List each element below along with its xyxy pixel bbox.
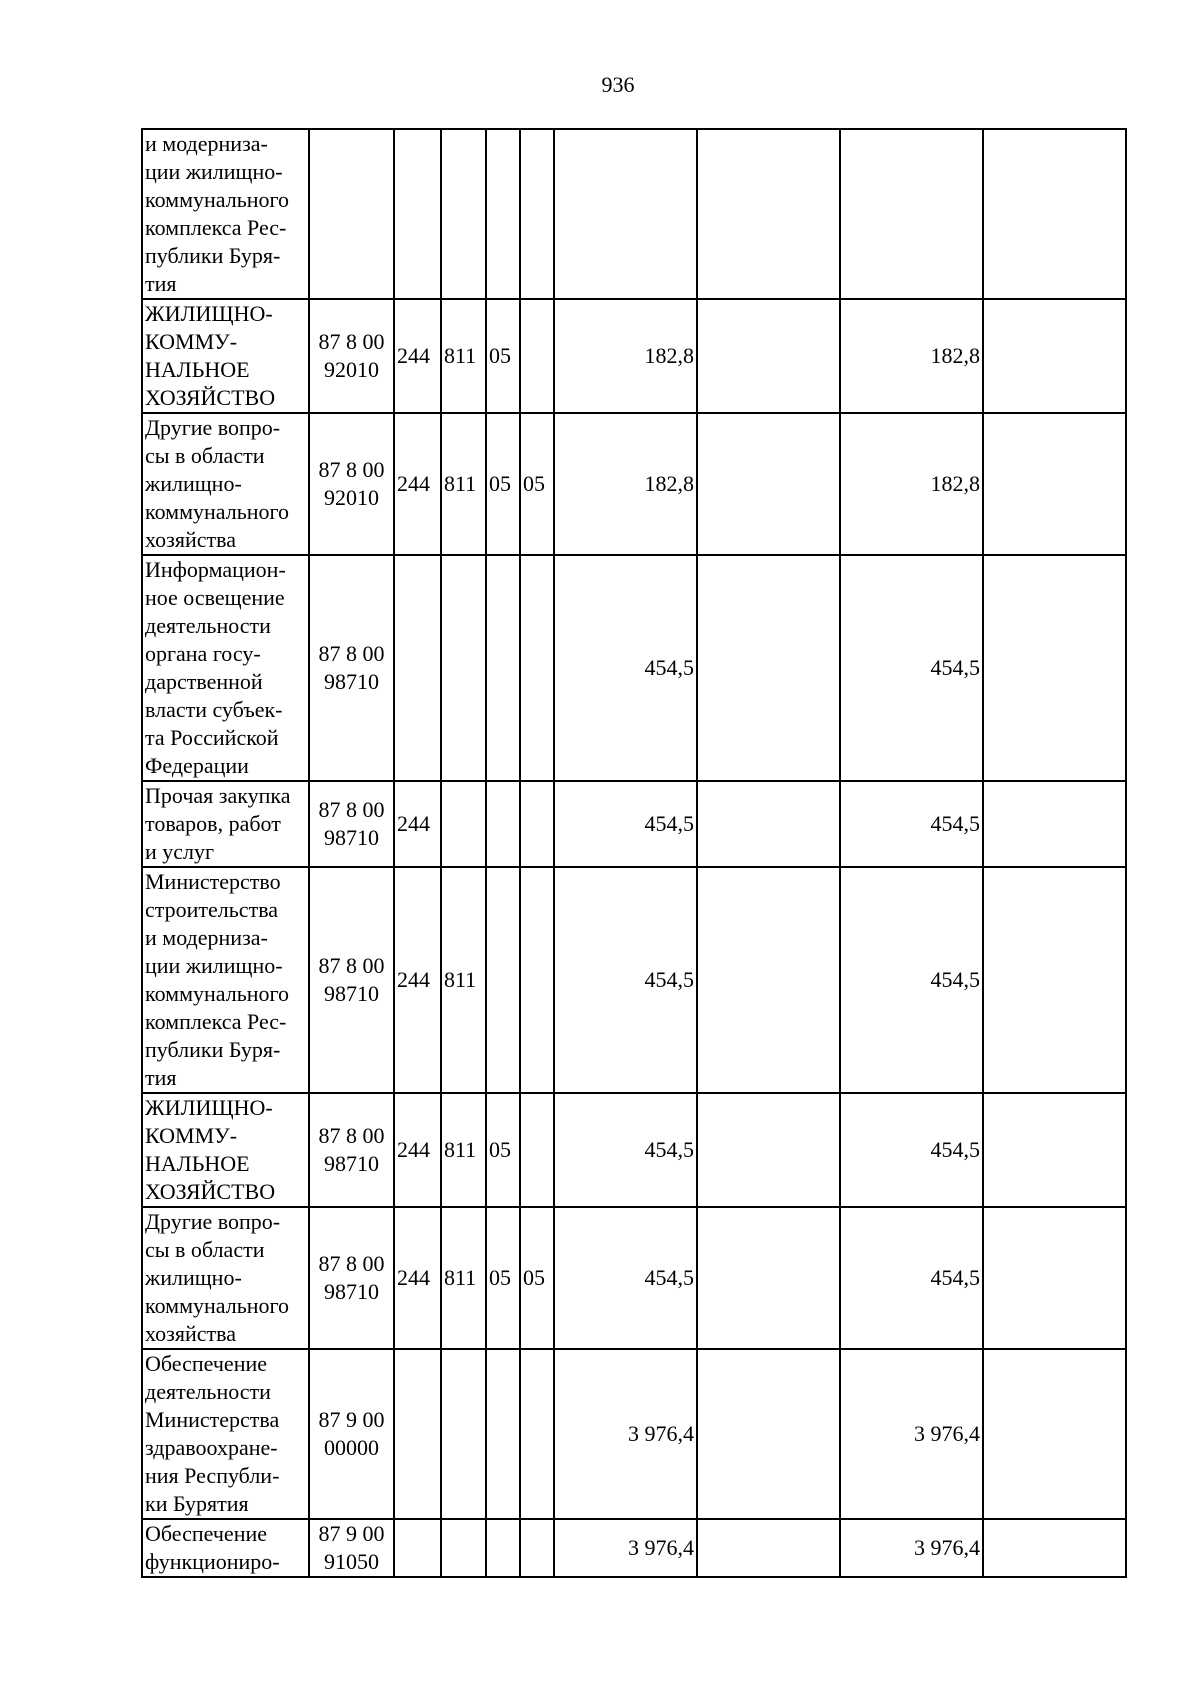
- page-number: 936: [601, 72, 635, 97]
- cell-amount-2: [697, 299, 840, 413]
- cell-target-article: [309, 299, 394, 413]
- cell-section-text: 05: [489, 343, 511, 368]
- cell-section: [486, 867, 520, 1093]
- cell-name-text: Другие вопро- сы в области жилищно- коммунального хозяйства: [145, 1209, 289, 1346]
- cell-amount-1-text: 3 976,4: [628, 1535, 694, 1560]
- cell-amount-3: [840, 1349, 983, 1519]
- cell-amount-1-text: 454,5: [644, 655, 694, 680]
- cell-subsection: [520, 867, 554, 1093]
- cell-subsection-text: 05: [523, 1265, 545, 1290]
- cell-amount-4: [983, 1519, 1126, 1577]
- cell-amount-3-text: 182,8: [930, 471, 980, 496]
- cell-target-article-text: 87 8 00 98710: [318, 1251, 385, 1304]
- cell-amount-1: [554, 1349, 697, 1519]
- cell-subsection: [520, 299, 554, 413]
- cell-target-article: [309, 1519, 394, 1577]
- cell-amount-4: [983, 129, 1126, 299]
- cell-section-text: 05: [489, 1137, 511, 1162]
- cell-target-article-text: 87 8 00 92010: [318, 329, 385, 382]
- cell-amount-1: [554, 413, 697, 555]
- cell-name: [142, 413, 309, 555]
- table-row: [142, 299, 1126, 413]
- cell-amount-3: [840, 1093, 983, 1207]
- cell-name: [142, 867, 309, 1093]
- cell-subsection: [520, 1349, 554, 1519]
- cell-target-article-text: 87 8 00 98710: [318, 953, 385, 1006]
- cell-amount-2: [697, 555, 840, 781]
- cell-target-article: [309, 1207, 394, 1349]
- cell-administrator-text: 811: [444, 1265, 477, 1290]
- table-row: [142, 1519, 1126, 1577]
- table-row: [142, 1349, 1126, 1519]
- cell-name-text: Другие вопро- сы в области жилищно- коммунального хозяйства: [145, 415, 289, 552]
- cell-target-article: [309, 1349, 394, 1519]
- cell-name: [142, 1207, 309, 1349]
- cell-subsection: [520, 781, 554, 867]
- cell-amount-3: [840, 413, 983, 555]
- cell-amount-1-text: 3 976,4: [628, 1421, 694, 1446]
- cell-expense-type: [394, 1093, 441, 1207]
- cell-name: [142, 1519, 309, 1577]
- cell-target-article-text: 87 8 00 98710: [318, 797, 385, 850]
- cell-expense-type-text: 244: [397, 1137, 430, 1162]
- cell-name-text: ЖИЛИЩНО- КОММУ- НАЛЬНОЕ ХОЗЯЙСТВО: [145, 301, 276, 410]
- cell-amount-1: [554, 299, 697, 413]
- cell-target-article: [309, 413, 394, 555]
- cell-amount-3-text: 3 976,4: [914, 1535, 980, 1560]
- table-row: [142, 867, 1126, 1093]
- cell-name: [142, 555, 309, 781]
- cell-administrator: [441, 1349, 486, 1519]
- cell-name-text: Обеспечение функциониро-: [145, 1521, 280, 1574]
- cell-target-article: [309, 781, 394, 867]
- cell-amount-2: [697, 1207, 840, 1349]
- cell-amount-3-text: 454,5: [930, 811, 980, 836]
- cell-amount-2: [697, 781, 840, 867]
- cell-section: [486, 1093, 520, 1207]
- cell-section: [486, 1519, 520, 1577]
- cell-amount-1: [554, 129, 697, 299]
- cell-section: [486, 413, 520, 555]
- cell-administrator-text: 811: [444, 1137, 477, 1162]
- cell-expense-type: [394, 781, 441, 867]
- cell-expense-type: [394, 1519, 441, 1577]
- cell-subsection: [520, 1519, 554, 1577]
- cell-amount-4: [983, 299, 1126, 413]
- cell-name-text: Прочая закупка товаров, работ и услуг: [145, 783, 291, 864]
- cell-amount-1: [554, 555, 697, 781]
- cell-expense-type: [394, 1349, 441, 1519]
- cell-expense-type: [394, 1207, 441, 1349]
- cell-subsection: [520, 1207, 554, 1349]
- cell-amount-2: [697, 129, 840, 299]
- cell-section: [486, 1349, 520, 1519]
- cell-subsection: [520, 1093, 554, 1207]
- cell-target-article-text: 87 9 00 00000: [318, 1407, 385, 1460]
- cell-subsection: [520, 129, 554, 299]
- cell-administrator-text: 811: [444, 471, 477, 496]
- table-row: [142, 413, 1126, 555]
- cell-name: [142, 129, 309, 299]
- cell-subsection: [520, 555, 554, 781]
- cell-amount-1: [554, 867, 697, 1093]
- cell-amount-3: [840, 129, 983, 299]
- cell-amount-3-text: 454,5: [930, 1137, 980, 1162]
- cell-target-article-text: 87 9 00 91050: [318, 1521, 385, 1574]
- cell-target-article-text: 87 8 00 98710: [318, 1123, 385, 1176]
- cell-administrator: [441, 1207, 486, 1349]
- cell-amount-3-text: 454,5: [930, 655, 980, 680]
- cell-amount-3-text: 454,5: [930, 967, 980, 992]
- budget-table: [141, 128, 1127, 1578]
- cell-target-article: [309, 867, 394, 1093]
- cell-name: [142, 299, 309, 413]
- cell-section: [486, 781, 520, 867]
- cell-expense-type: [394, 867, 441, 1093]
- cell-amount-1-text: 454,5: [644, 811, 694, 836]
- cell-expense-type: [394, 129, 441, 299]
- table-row: [142, 555, 1126, 781]
- cell-target-article: [309, 1093, 394, 1207]
- cell-name-text: ЖИЛИЩНО- КОММУ- НАЛЬНОЕ ХОЗЯЙСТВО: [145, 1095, 276, 1204]
- cell-amount-1-text: 454,5: [644, 967, 694, 992]
- cell-amount-3: [840, 299, 983, 413]
- cell-administrator: [441, 1519, 486, 1577]
- cell-section: [486, 129, 520, 299]
- cell-target-article: [309, 129, 394, 299]
- cell-expense-type-text: 244: [397, 967, 430, 992]
- cell-amount-3-text: 454,5: [930, 1265, 980, 1290]
- cell-name-text: Министерство строительства и модерниза- ции жилищно- коммунального комплекса Рес- публики Буря- тия: [145, 869, 289, 1090]
- cell-amount-1: [554, 1519, 697, 1577]
- cell-expense-type-text: 244: [397, 811, 430, 836]
- cell-name: [142, 1093, 309, 1207]
- cell-amount-3-text: 182,8: [930, 343, 980, 368]
- cell-amount-2: [697, 1519, 840, 1577]
- cell-expense-type-text: 244: [397, 471, 430, 496]
- cell-amount-2: [697, 413, 840, 555]
- cell-amount-2: [697, 1349, 840, 1519]
- table-row: [142, 1207, 1126, 1349]
- cell-amount-3: [840, 867, 983, 1093]
- cell-subsection-text: 05: [523, 471, 545, 496]
- cell-subsection: [520, 413, 554, 555]
- cell-amount-3: [840, 1207, 983, 1349]
- cell-expense-type: [394, 299, 441, 413]
- cell-amount-2: [697, 867, 840, 1093]
- cell-target-article-text: 87 8 00 98710: [318, 641, 385, 694]
- cell-name-text: и модерниза- ции жилищно- коммунального комплекса Рес- публики Буря- тия: [145, 131, 289, 296]
- table-row: [142, 781, 1126, 867]
- cell-expense-type-text: 244: [397, 343, 430, 368]
- cell-name-text: Обеспечение деятельности Министерства здравоохране- ния Республи- ки Бурятия: [145, 1351, 280, 1516]
- cell-amount-4: [983, 1207, 1126, 1349]
- cell-amount-1: [554, 1207, 697, 1349]
- cell-amount-1-text: 454,5: [644, 1137, 694, 1162]
- cell-amount-3: [840, 1519, 983, 1577]
- cell-amount-3: [840, 781, 983, 867]
- cell-section-text: 05: [489, 471, 511, 496]
- cell-section: [486, 555, 520, 781]
- cell-administrator: [441, 867, 486, 1093]
- cell-amount-1: [554, 1093, 697, 1207]
- cell-administrator: [441, 413, 486, 555]
- cell-administrator: [441, 129, 486, 299]
- cell-expense-type: [394, 555, 441, 781]
- cell-amount-4: [983, 413, 1126, 555]
- cell-target-article-text: 87 8 00 92010: [318, 457, 385, 510]
- cell-administrator: [441, 299, 486, 413]
- cell-name: [142, 781, 309, 867]
- cell-amount-4: [983, 555, 1126, 781]
- cell-administrator: [441, 555, 486, 781]
- cell-administrator-text: 811: [444, 343, 477, 368]
- cell-section: [486, 299, 520, 413]
- cell-expense-type-text: 244: [397, 1265, 430, 1290]
- cell-administrator: [441, 781, 486, 867]
- cell-expense-type: [394, 413, 441, 555]
- cell-name-text: Информацион- ное освещение деятельности органа госу- дарственной власти субъек- та Российской Федерации: [145, 557, 286, 778]
- cell-amount-1: [554, 781, 697, 867]
- cell-amount-4: [983, 1093, 1126, 1207]
- cell-section-text: 05: [489, 1265, 511, 1290]
- cell-amount-1-text: 182,8: [644, 471, 694, 496]
- cell-administrator: [441, 1093, 486, 1207]
- cell-amount-1-text: 454,5: [644, 1265, 694, 1290]
- table-row: [142, 1093, 1126, 1207]
- table-body: [142, 129, 1126, 1577]
- cell-amount-4: [983, 781, 1126, 867]
- cell-target-article: [309, 555, 394, 781]
- cell-section: [486, 1207, 520, 1349]
- cell-administrator-text: 811: [444, 967, 477, 992]
- cell-amount-4: [983, 867, 1126, 1093]
- cell-amount-3-text: 3 976,4: [914, 1421, 980, 1446]
- table-row: [142, 129, 1126, 299]
- cell-amount-1-text: 182,8: [644, 343, 694, 368]
- cell-amount-4: [983, 1349, 1126, 1519]
- cell-amount-3: [840, 555, 983, 781]
- cell-amount-2: [697, 1093, 840, 1207]
- cell-name: [142, 1349, 309, 1519]
